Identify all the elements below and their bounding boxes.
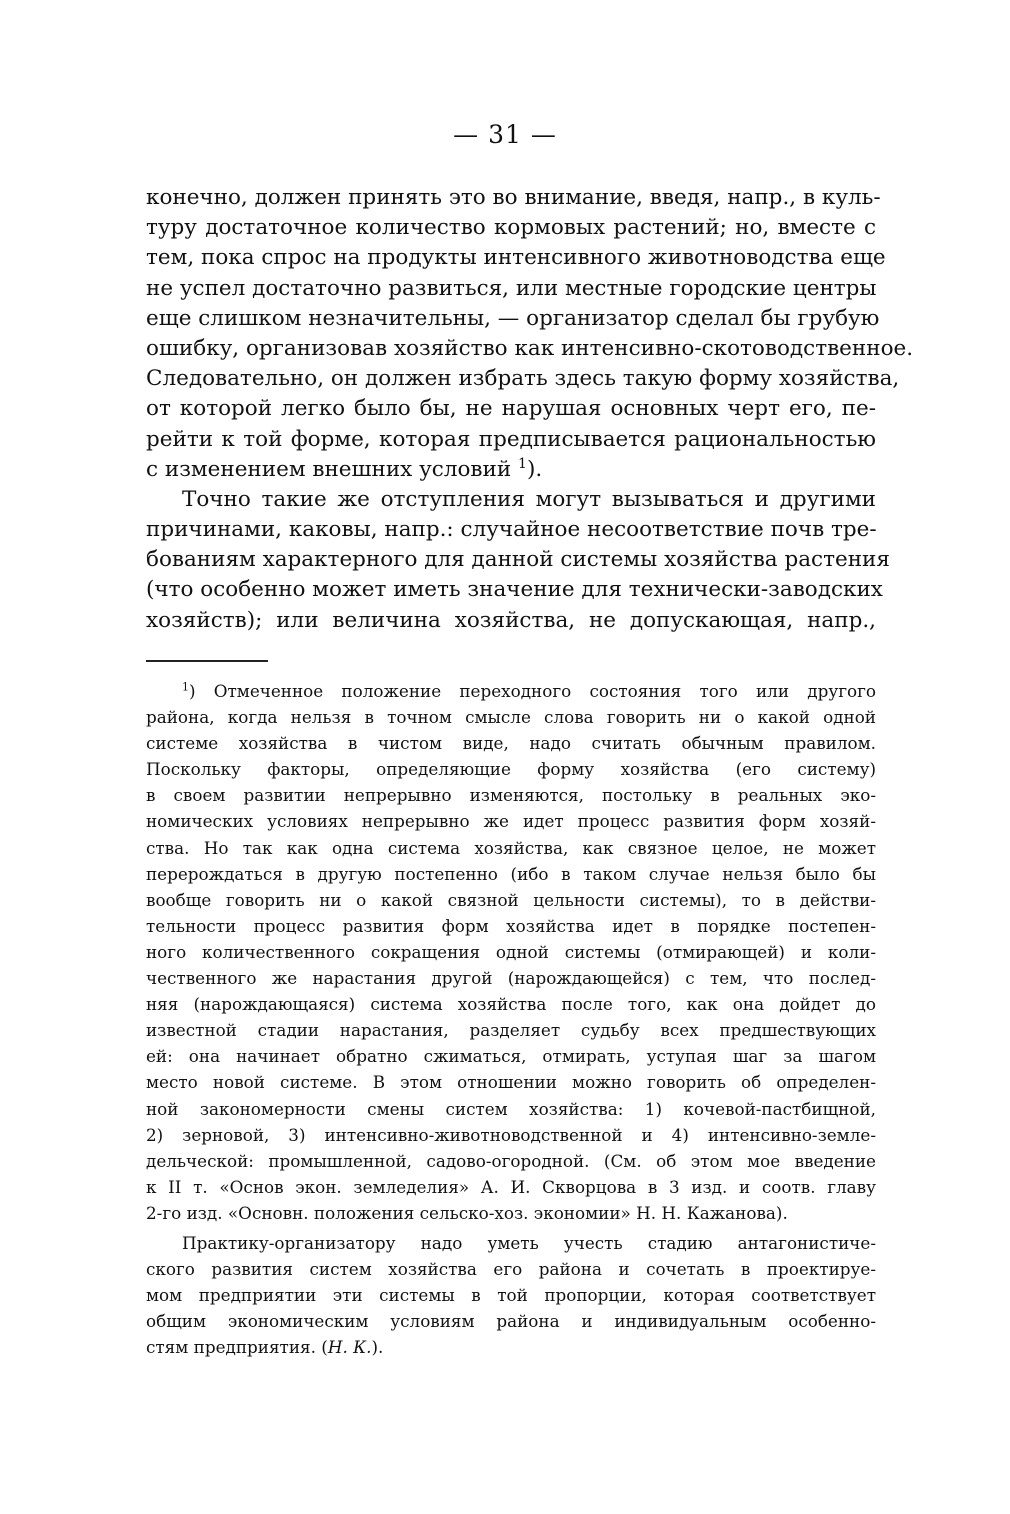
footnote-line: к II т. «Основ экон. земледелия» А. И. Скворцова в 3 изд. и соотв. главу (146, 1176, 876, 1197)
footnote-line: мом предприятии эти системы в той пропорции, которая соответствует (146, 1285, 876, 1306)
footnote-line: в своем развитии непрерывно изменяются, постольку в реальных эко- (146, 785, 876, 806)
footnote-line: вообще говорить ни о какой связной цельности системы), то в действи- (146, 889, 876, 910)
footnote-reference[interactable]: 1 (518, 455, 527, 472)
footnote-line (146, 678, 876, 704)
footnote-line: ного количественного сокращения одной системы (отмирающей) и коли- (146, 941, 876, 962)
footnote (146, 678, 876, 1360)
main-text (146, 183, 914, 636)
footnote-line: известной стадии нарастания, разделяет судьбу всех предшествующих (146, 1020, 876, 1041)
footnote-line: чественного же нарастания другой (нарождающейся) с тем, что послед- (146, 968, 876, 989)
footnote-line: района, когда нельзя в точном смысле слова говорить ни о какой одной (146, 707, 876, 728)
footnote-divider (146, 660, 268, 662)
footnote-line (146, 1334, 876, 1360)
text-segment: ). (371, 1337, 384, 1358)
text-line: еще слишком незначительны, — организатор сделал бы грубую (146, 305, 880, 331)
footnote-line: ной закономерности смены систем хозяйства: 1) кочевой-пастбищной, (146, 1098, 876, 1119)
text-segment: с изменением внешних условий (146, 456, 512, 482)
footnote-line: Практику-организатору надо уметь учесть стадию антагонистиче- (182, 1232, 876, 1253)
footnote-line: дельческой: промышленной, садово-огородной. (См. об этом мое введение (146, 1150, 876, 1171)
footnote-line: место новой системе. В этом отношении можно говорить об определен- (146, 1072, 876, 1093)
author-initials: Н. К. (327, 1337, 372, 1358)
footnote-line: 2-го изд. «Основн. положения сельско-хоз. экономии» Н. Н. Кажанова). (146, 1202, 788, 1223)
text-line: причинами, каковы, напр.: случайное несоответствие почв тре- (146, 517, 877, 543)
text-line: (что особенно может иметь значение для технически-заводских (146, 577, 883, 603)
text-line (146, 455, 876, 485)
footnote-line: Поскольку факторы, определяющие форму хозяйства (его систему) (146, 759, 876, 780)
footnote-line: ского развития систем хозяйства его района и сочетать в проектируе- (146, 1259, 876, 1280)
footnote-marker: 1 (182, 680, 189, 694)
text-line: рейти к той форме, которая предписывается рациональностью (146, 426, 876, 452)
text-line: не успел достаточно развиться, или местные городские центры (146, 275, 877, 301)
text-line: туру достаточное количество кормовых растений; но, вместе с (146, 215, 876, 241)
footnote-line: няя (нарождающаяся) система хозяйства после того, как она дойдет до (146, 994, 876, 1015)
text-line: Точно такие же отступления могут вызываться и другими (182, 486, 876, 512)
footnote-line: системе хозяйства в чистом виде, надо считать обычным правилом. (146, 733, 876, 754)
footnote-line: общим экономическим условиям района и индивидуальным особенно- (146, 1311, 876, 1332)
page-number: — 31 — (453, 120, 557, 149)
text-line: от которой легко было бы, не нарушая основных черт его, пе- (146, 396, 876, 422)
text-line: конечно, должен принять это во внимание, введя, напр., в куль- (146, 185, 881, 210)
footnote-line: ей: она начинает обратно сжиматься, отмирать, уступая шаг за шагом (146, 1046, 876, 1067)
footnote-line: 2) зерновой, 3) интенсивно-животноводственной и 4) интенсивно-земле- (146, 1124, 876, 1145)
footnote-line: ства. Но так как одна система хозяйства, как связное целое, не может (146, 837, 876, 858)
footnote-line: тельности процесс развития форм хозяйства идет в порядке постепен- (146, 915, 876, 936)
text-segment: ) Отмеченное положение переходного состояния того или другого (188, 681, 876, 701)
footnote-line: номических условиях непрерывно же идет процесс развития форм хозяй- (146, 811, 876, 832)
text-line: бованиям характерного для данной системы хозяйства растения (146, 547, 890, 573)
text-line: ошибку, организовав хозяйство как интенсивно-скотоводственное. (146, 335, 914, 361)
footnote-line: перерождаться в другую постепенно (ибо в таком случае нельзя было бы (146, 863, 876, 884)
text-segment: стям предприятия. ( (146, 1337, 328, 1358)
text-line: хозяйств); или величина хозяйства, не допускающая, напр., (146, 607, 876, 633)
text-line: Следовательно, он должен избрать здесь такую форму хозяйства, (146, 366, 900, 392)
text-segment: ). (526, 456, 543, 482)
text-line: тем, пока спрос на продукты интенсивного животноводства еще (146, 245, 886, 271)
